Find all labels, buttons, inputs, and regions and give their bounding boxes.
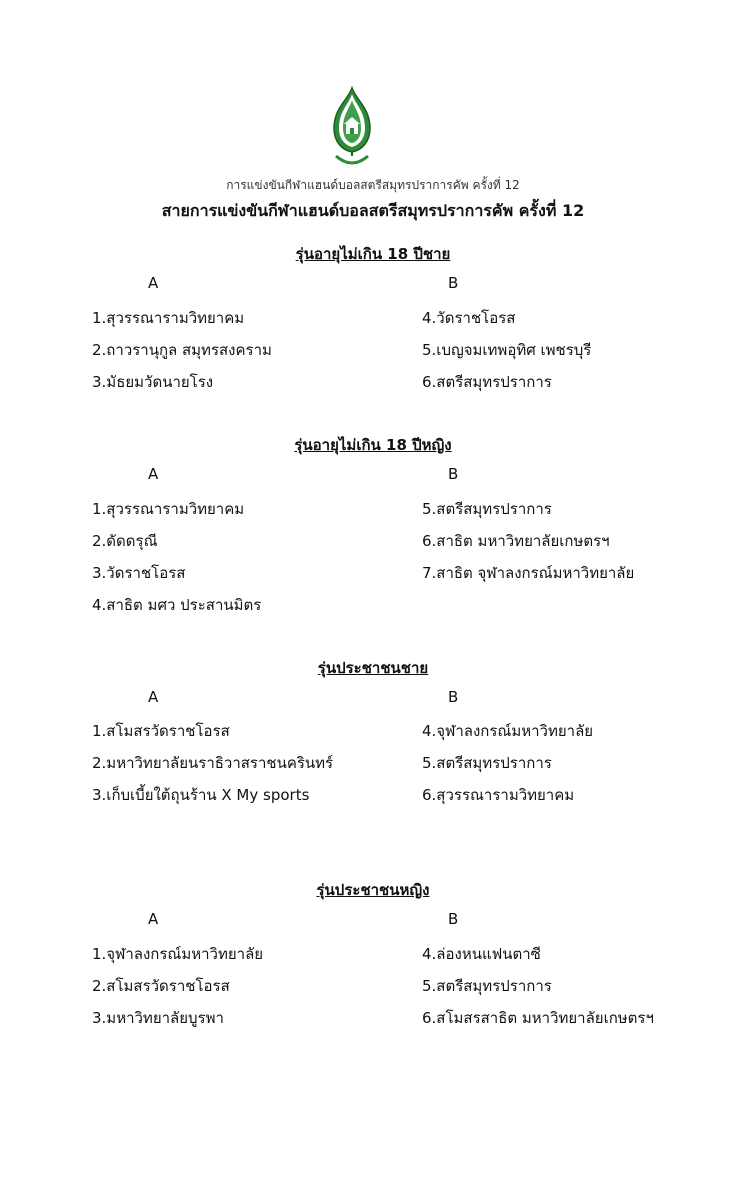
team-entry: 3.มัธยมวัดนายโรง xyxy=(92,373,214,391)
group-a-label: A xyxy=(148,910,159,928)
team-entry: 4.สาธิต มศว ประสานมิตร xyxy=(92,596,262,614)
team-entry: 4.จุฬาลงกรณ์มหาวิทยาลัย xyxy=(422,722,594,740)
team-entry: 5.สตรีสมุทรปราการ xyxy=(422,754,552,772)
team-entry: 2.สโมสรวัดราชโอรส xyxy=(92,977,230,995)
team-entry: 6.สุวรรณารามวิทยาคม xyxy=(422,786,575,804)
team-entry: 6.สตรีสมุทรปราการ xyxy=(422,373,552,391)
team-entry: 3.เก็บเบี้ยใต้ถุนร้าน X My sports xyxy=(92,786,310,804)
group-b-label: B xyxy=(448,465,459,483)
team-entry: 2.ดัดดรุณี xyxy=(92,532,158,550)
group-a-label: A xyxy=(148,274,159,292)
group-a-label: A xyxy=(148,465,159,483)
group-b-label: B xyxy=(448,274,459,292)
team-entry: 2.ถาวรานุกูล สมุทรสงคราม xyxy=(92,341,272,359)
team-entry: 3.วัดราชโอรส xyxy=(92,564,186,582)
team-entry: 4.ล่องหนแฟนตาซี xyxy=(422,945,541,963)
group-b-label: B xyxy=(448,910,459,928)
team-entry: 1.สุวรรณารามวิทยาคม xyxy=(92,500,245,518)
team-entry: 4.วัดราชโอรส xyxy=(422,309,516,327)
team-entry: 5.เบญจมเทพอุทิศ เพชรบุรี xyxy=(422,341,592,359)
team-entry: 2.มหาวิทยาลัยนราธิวาสราชนครินทร์ xyxy=(92,754,334,772)
section-heading-u18-boys: รุ่นอายุไม่เกิน 18 ปีชาย xyxy=(295,245,451,263)
section-heading-u18-girls: รุ่นอายุไม่เกิน 18 ปีหญิง xyxy=(294,436,452,454)
group-b-label: B xyxy=(448,688,459,706)
team-entry: 1.สุวรรณารามวิทยาคม xyxy=(92,309,245,327)
team-entry: 7.สาธิต จุฬาลงกรณ์มหาวิทยาลัย xyxy=(422,564,635,582)
section-heading-open-women: รุ่นประชาชนหญิง xyxy=(316,881,430,899)
team-entry: 3.มหาวิทยาลัยบูรพา xyxy=(92,1009,224,1027)
team-entry: 1.สโมสรวัดราชโอรส xyxy=(92,722,230,740)
team-entry: 5.สตรีสมุทรปราการ xyxy=(422,500,552,518)
section-heading-open-men: รุ่นประชาชนชาย xyxy=(317,659,429,677)
group-a-label: A xyxy=(148,688,159,706)
page-title: สายการแข่งขันกีฬาแฮนด์บอลสตรีสมุทรปราการคัพ ครั้งที่ 12 xyxy=(161,201,585,220)
team-entry: 5.สตรีสมุทรปราการ xyxy=(422,977,552,995)
subtitle: การแข่งขันกีฬาแฮนด์บอลสตรีสมุทรปราการคัพ ครั้งที่ 12 xyxy=(226,178,520,192)
school-emblem-icon xyxy=(330,86,374,170)
team-entry: 6.สโมสรสาธิต มหาวิทยาลัยเกษตรฯ xyxy=(422,1009,654,1027)
team-entry: 1.จุฬาลงกรณ์มหาวิทยาลัย xyxy=(92,945,264,963)
team-entry: 6.สาธิต มหาวิทยาลัยเกษตรฯ xyxy=(422,532,610,550)
